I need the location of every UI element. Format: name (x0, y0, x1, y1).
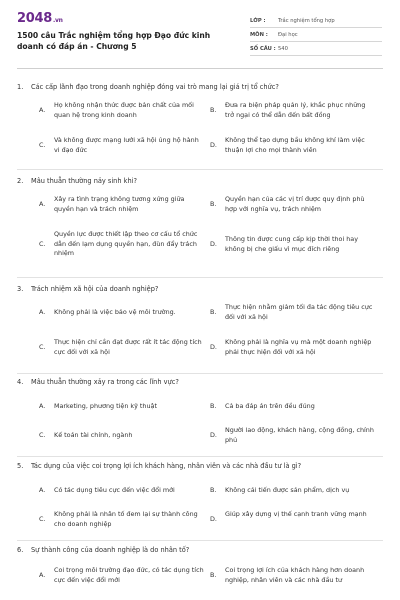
question-separator (17, 277, 383, 278)
option-text: Đưa ra biện pháp quản lý, khắc phục những trở ngại có thể dẫn đến bất đồng (225, 101, 366, 119)
question-6 (17, 544, 383, 584)
question-number: 3. (17, 285, 24, 293)
meta-label: MÔN : (250, 31, 268, 38)
option-letter: B. (210, 402, 217, 410)
question-number: 6. (17, 546, 24, 554)
question-separator (17, 373, 383, 374)
question-5 (17, 460, 383, 528)
question-prompt: Trách nhiệm xã hội của doanh nghiệp? (31, 285, 159, 293)
question-prompt: Mâu thuẫn thường xảy ra trong các lĩnh vực? (31, 378, 179, 386)
question-prompt: Tác dụng của việc coi trọng lợi ích khách hàng, nhân viên và các nhà đầu tư là gì? (31, 462, 302, 470)
option-letter: C. (39, 343, 46, 351)
option-letter: B. (210, 106, 217, 114)
logo-main: 2048 (17, 11, 52, 26)
option-text: Và không được mạng lưới xã hội ủng hộ hành vi đạo đức (54, 136, 199, 154)
option-text: Người lao động, khách hàng, cộng đồng, chính phủ (225, 426, 374, 444)
question-text (17, 175, 383, 187)
option-text: Thực hiện chỉ cần đạt được rất ít tác động tích cực đối với xã hội (54, 338, 202, 356)
option-text: Kế toán tài chính, ngành (54, 431, 133, 439)
question-number: 1. (17, 83, 24, 91)
option-letter: B. (210, 200, 217, 208)
question-3 (17, 283, 383, 356)
header-divider (17, 68, 383, 69)
document-header (0, 0, 400, 70)
option-text: Không thể tạo dựng bầu không khí làm việc thuận lợi cho mọi thành viên (225, 136, 365, 154)
option-text: Coi trọng môi trường đạo đức, có tác dụng tích cực đến việc đổi mới (54, 566, 204, 584)
option-text: Xây ra tình trạng không tương xứng giữa quyền hạn và trách nhiệm (54, 195, 185, 213)
question-separator (17, 540, 383, 541)
option-text: Quyền hạn của các vị trí được quy định phù hợp với nghĩa vụ, trách nhiệm (225, 195, 365, 213)
question-4 (17, 376, 383, 444)
option-letter: A. (39, 308, 46, 316)
question-text (17, 544, 383, 556)
option-letter: D. (210, 343, 217, 351)
option-letter: C. (39, 240, 46, 248)
question-prompt: Mâu thuẫn thường nảy sinh khi? (31, 177, 137, 185)
option-letter: A. (39, 486, 46, 494)
option-text: Giúp xây dựng vị thế cạnh tranh vững mạnh (225, 510, 367, 518)
question-number: 5. (17, 462, 24, 470)
option-letter: A. (39, 200, 46, 208)
option-text: Không phải là nhân tố đem lại sự thành công cho doanh nghiệp (54, 510, 198, 528)
option-letter: D. (210, 431, 217, 439)
option-letter: C. (39, 515, 46, 523)
document-title: 1500 câu Trắc nghiệm tổng hợp Đạo đức kinh doanh có đáp án - Chương 5 (17, 31, 211, 51)
question-1 (17, 81, 383, 154)
logo-suffix: .vn (52, 17, 63, 24)
option-letter: B. (210, 308, 217, 316)
option-text: Thông tin được cung cấp kịp thời thoi hay không bị che giấu vì mục đích riêng (225, 235, 359, 253)
meta-value: Đại học (278, 31, 298, 38)
question-separator (17, 169, 383, 170)
option-text: Có tác dụng tiêu cực đến việc đổi mới (54, 486, 175, 494)
meta-row-class (250, 14, 382, 28)
question-text (17, 376, 383, 388)
option-letter: C. (39, 431, 46, 439)
option-text: Thực hiện nhằm giảm tối đa tác động tiêu cực đối với xã hội (225, 303, 373, 321)
option-letter: A. (39, 402, 46, 410)
option-text: Không cải tiến được sản phẩm, dịch vụ (225, 486, 350, 494)
option-text: Marketing, phương tiện kỹ thuật (54, 402, 157, 410)
option-text: Không phải là việc bảo vệ môi trường. (54, 308, 176, 316)
option-letter: D. (210, 515, 217, 523)
meta-value: 540 (278, 45, 288, 52)
meta-table (250, 14, 382, 56)
meta-row-count (250, 42, 382, 56)
option-letter: D. (210, 240, 217, 248)
option-text: Cả ba đáp án trên đều đúng (225, 402, 315, 410)
option-letter: A. (39, 106, 46, 114)
option-letter: A. (39, 571, 46, 579)
question-2 (17, 175, 383, 257)
meta-label: LỚP : (250, 17, 266, 24)
option-letter: B. (210, 486, 217, 494)
meta-value: Trắc nghiệm tổng hợp (278, 17, 335, 24)
question-prompt: Các cấp lãnh đạo trong doanh nghiệp đóng vai trò mang lại giá trị tổ chức? (31, 83, 279, 91)
question-text (17, 460, 383, 472)
option-text: Quyền lực được thiết lập theo cơ cấu tổ chức dẫn đến lạm dụng quyền hạn, đùn đẩy trách nhiệm (54, 230, 198, 257)
option-letter: B. (210, 571, 217, 579)
question-separator (17, 456, 383, 457)
question-number: 2. (17, 177, 24, 185)
question-number: 4. (17, 378, 24, 386)
option-letter: C. (39, 141, 46, 149)
option-text: Họ không nhận thức được bản chất của mối quan hệ trong kinh doanh (54, 101, 194, 119)
site-logo[interactable] (17, 11, 63, 26)
meta-row-subject (250, 28, 382, 42)
option-text: Không phải là nghĩa vụ mà một doanh nghiệp phải thực hiện đối với xã hội (225, 338, 372, 356)
option-letter: D. (210, 141, 217, 149)
option-text: Coi trọng lợi ích của khách hàng hơn doanh nghiệp, nhân viên và các nhà đầu tư (225, 566, 365, 584)
question-prompt: Sự thành công của doanh nghiệp là do nhân tố? (31, 546, 190, 554)
question-text (17, 81, 383, 93)
meta-label: SỐ CÂU : (250, 45, 276, 52)
question-text (17, 283, 383, 295)
